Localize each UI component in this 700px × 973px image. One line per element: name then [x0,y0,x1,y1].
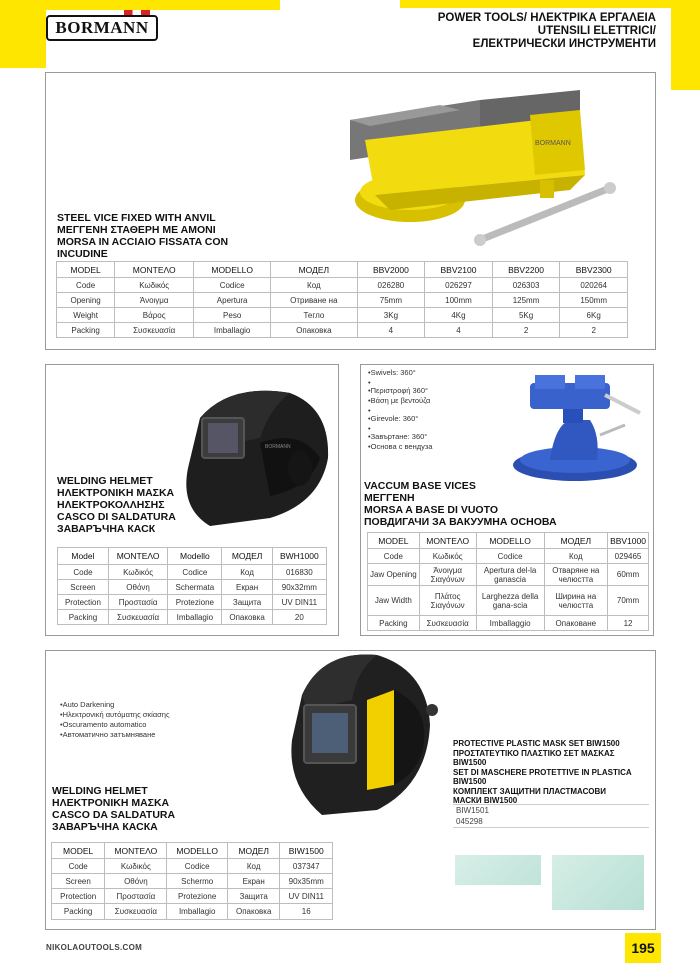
table-cell: Screen [58,580,109,595]
helmet-title-line: ЗАВАРЪЧНА КАСК [57,523,156,535]
table-cell: Apertura del-la ganascia [476,564,544,586]
table-row [58,580,327,595]
table-header-cell: BBV1000 [608,533,649,549]
helmet-title-line: CASCO DI SALDATURA [57,511,176,523]
brand-name: BORMANN [55,18,149,37]
table-header-cell: BBV2300 [560,262,628,278]
top-yellow-band [0,0,280,10]
table-cell: 100mm [425,293,493,308]
table-cell: Packing [52,904,105,920]
svg-text:BORMANN: BORMANN [265,444,291,450]
table-cell: Protection [58,595,109,610]
table-cell: Jaw Opening [368,564,420,586]
table-header-cell: ΜΟΝΤΕΛΟ [105,843,167,859]
table-cell: Schermata [168,580,222,595]
table-header-cell: BWH1000 [272,548,326,565]
steel-vice-title [57,212,228,260]
table-row [57,308,628,323]
table-cell: Άνοιγμα [115,293,194,308]
vacuum-vice-features [368,368,432,452]
table-cell: Opening [57,293,115,308]
table-cell: Codice [194,278,271,293]
table-cell: Код [222,565,272,580]
feature-item: • Swivels: 360° [368,368,432,378]
bormann-logo [46,15,158,41]
table-cell: Codice [168,565,222,580]
mask-title-line: КОМПЛЕКТ ЗАЩИТНИ ПЛАСТМАСОВИ [453,786,606,796]
table-header-cell: BBV2000 [357,262,425,278]
vacuum-title-line: VACCUM BASE VICES [364,480,476,492]
feature-item: • Ηλεκτρονική αυτόματης σκίασης [60,710,170,720]
mask-set-title [453,739,632,806]
table-cell: Weight [57,308,115,323]
table-cell: Packing [58,610,109,625]
table-cell: Код [544,549,607,564]
helmet2-features [60,700,170,740]
header-line-2: UTENSILI ELETTRICI/ [537,25,656,37]
feature-item: • Girevole: 360° [368,414,432,424]
table-cell: Code [52,859,105,874]
helmet2-title [52,785,175,833]
mask-title-line: SET DI MASCHERE PROTETTIVE IN PLASTICA [453,767,632,777]
auto-darkening-helmet-image [282,645,442,820]
mask-title-line: PROTECTIVE PLASTIC MASK SET BIW1500 [453,739,620,748]
table-header-cell: МОДЕЛ [271,262,358,278]
vacuum-title-line: ПОВДИГАЧИ ЗА ВАКУУМНА ОСНОВА [364,516,557,528]
table-cell: Imballagio [168,610,222,625]
mask-title-line: BIW1500 [453,777,487,786]
header-line-1: POWER TOOLS/ ΗΛΕΚΤΡΙΚΑ ΕΡΓΑΛΕΙΑ [437,12,656,24]
table-cell: 125mm [492,293,560,308]
top-left-yellow-bar [0,0,46,68]
website-footer: NIKOLAOUTOOLS.COM [46,943,143,952]
mask-title-line: МАСКИ BIW1500 [453,796,518,805]
top-right-yellow-band [400,0,700,8]
table-cell: Опаковка [222,610,272,625]
steel-vice-title-line: ΜΕΓΓΕΝΗ ΣΤΑΘΕΡΗ ΜΕ ΑΜΟΝΙ [57,224,216,236]
feature-item: • Oscuramento automatico [60,720,170,730]
table-header-cell: ΜΟΝΤΕΛΟ [115,262,194,278]
table-row [368,586,649,616]
vacuum-vice-spec-table [367,532,649,631]
feature-item: • Завъртане: 360° [368,432,432,442]
svg-text:BORMANN: BORMANN [535,140,571,147]
mask-model: BIW1501 [456,806,489,815]
feature-item: • Основа с вендуза [368,442,432,452]
table-row [57,293,628,308]
table-cell: Προστασία [105,889,167,904]
table-cell: Apertura [194,293,271,308]
feature-item: • Auto Darkening [60,700,170,710]
helmet2-title-line: ЗАВАРЪЧНА КАСКА [52,821,158,833]
table-cell: 12 [608,616,649,631]
mask-table-rule [453,804,649,805]
table-row [57,278,628,293]
table-header-cell: ΜΟΝΤΕΛΟ [108,548,167,565]
plastic-mask-image-1 [455,855,541,885]
table-header-cell: BBV2100 [425,262,493,278]
table-cell: Κωδικός [115,278,194,293]
table-cell: 90x35mm [280,874,333,889]
steel-vice-title-line: STEEL VICE FIXED WITH ANVIL [57,212,216,224]
table-cell: Опаковка [227,904,280,920]
table-cell: 150mm [560,293,628,308]
table-cell: 026303 [492,278,560,293]
table-cell: Συσκευασία [419,616,476,631]
vacuum-title-line: MORSA A BASE DI VUOTO [364,504,498,516]
table-cell: 4 [357,323,425,338]
helmet2-title-line: ΗΛΕΚΤΡΟΝΙΚΗ ΜΑΣΚΑ [52,797,170,809]
table-cell: Екран [222,580,272,595]
helmet-title-line: WELDING HELMET [57,475,153,487]
table-row [368,564,649,586]
table-row [52,859,333,874]
table-cell: Protezione [168,595,222,610]
table-cell: 026297 [425,278,493,293]
mask-title-line: ΠΡΟΣΤΑΤΕΥΤΙΚΟ ΠΛΑΣΤΙΚΟ ΣΕΤ ΜΑΣΚΑΣ [453,748,615,758]
feature-item: • Βάση με βεντούζα [368,396,432,406]
helmet-title-line: ΗΛΕΚΤΡΟΚΟΛΛΗΣΗΣ [57,499,165,511]
page-header [438,12,656,51]
table-cell: Jaw Width [368,586,420,616]
table-cell: 70mm [608,586,649,616]
steel-vice-title-line: MORSA IN ACCIAIO FISSATA CON [57,236,229,248]
table-cell: Отваряне на челюстта [544,564,607,586]
feature-item: • Автоматично затъмняване [60,730,170,740]
table-row [368,549,649,564]
vacuum-vice-image [505,365,645,485]
table-header-cell: BBV2200 [492,262,560,278]
table-cell: 90x32mm [272,580,326,595]
table-row [52,874,333,889]
helmet2-title-line: WELDING HELMET [52,785,148,797]
table-cell: Code [368,549,420,564]
welding-helmet-title [57,475,176,535]
table-cell: Screen [52,874,105,889]
right-yellow-bar [671,0,700,90]
table-cell: Екран [227,874,280,889]
table-header-cell: ΜΟΝΤΕΛΟ [419,533,476,549]
table-cell: Защита [222,595,272,610]
table-cell: Άνοιγμα Σιαγόνων [419,564,476,586]
table-cell: 2 [492,323,560,338]
table-cell: Schermo [167,874,228,889]
table-header-cell: МОДЕЛ [227,843,280,859]
table-header-cell: Model [58,548,109,565]
table-cell: 037347 [280,859,333,874]
table-cell: Packing [368,616,420,631]
table-cell: Protezione [167,889,228,904]
table-row [58,610,327,625]
table-cell: Защита [227,889,280,904]
plastic-mask-image-2 [552,855,644,910]
table-cell: Code [58,565,109,580]
table-cell: Отриване на [271,293,358,308]
steel-vice-spec-table [56,261,628,338]
mask-code: 045298 [456,817,483,826]
table-cell: 20 [272,610,326,625]
table-cell: 029465 [608,549,649,564]
table-cell: 020264 [560,278,628,293]
steel-vice-image [330,80,620,260]
table-cell: Codice [476,549,544,564]
table-cell: Imballagio [167,904,228,920]
table-cell: Προστασία [108,595,167,610]
table-header-cell: MODELLO [476,533,544,549]
header-line-3: ЕЛЕКТРИЧЕСКИ ИНСТРУМЕНТИ [472,38,656,50]
table-cell: Код [271,278,358,293]
table-cell: Larghezza della gana-scia [476,586,544,616]
welding-helmet-image [170,378,335,528]
table-cell: Опаковка [271,323,358,338]
table-cell: Συσκευασία [108,610,167,625]
vacuum-vice-title [364,480,557,528]
page-number: 195 [625,933,661,963]
table-cell: 4 [425,323,493,338]
table-cell: 5Kg [492,308,560,323]
vacuum-title-line: ΜΕΓΓΕΝΗ [364,492,415,504]
steel-vice-title-line: INCUDINE [57,248,108,260]
table-row [58,565,327,580]
table-cell: Συσκευασία [115,323,194,338]
table-cell: 026280 [357,278,425,293]
table-cell: Κωδικός [108,565,167,580]
table-cell: Code [57,278,115,293]
table-cell: 60mm [608,564,649,586]
table-header-cell: MODEL [368,533,420,549]
table-cell: 4Kg [425,308,493,323]
table-cell: UV DIN11 [280,889,333,904]
feature-item: • Περιστροφή 360° [368,386,432,396]
table-cell: Код [227,859,280,874]
table-header-cell: BIW1500 [280,843,333,859]
table-cell: Protection [52,889,105,904]
table-row [52,889,333,904]
table-cell: Πλάτος Σιαγόνων [419,586,476,616]
table-cell: Тегло [271,308,358,323]
table-header-cell: MODEL [57,262,115,278]
table-row [368,616,649,631]
table-cell: Κωδικός [419,549,476,564]
mask-title-line: BIW1500 [453,758,487,767]
table-cell: 3Kg [357,308,425,323]
table-cell: Οθόνη [105,874,167,889]
table-header-cell: MODELLO [194,262,271,278]
table-cell: 016830 [272,565,326,580]
table-header-cell: MODEL [52,843,105,859]
table-cell: Codice [167,859,228,874]
table-cell: Ширина на челюстта [544,586,607,616]
table-cell: Packing [57,323,115,338]
table-row [57,323,628,338]
table-cell: 16 [280,904,333,920]
table-cell: Κωδικός [105,859,167,874]
table-cell: Опаковане [544,616,607,631]
table-row [58,595,327,610]
welding-helmet-spec-table [57,547,327,625]
table-header-cell: MODELLO [167,843,228,859]
table-header-cell: МОДЕЛ [222,548,272,565]
table-cell: 6Kg [560,308,628,323]
table-cell: Οθόνη [108,580,167,595]
table-cell: Συσκευασία [105,904,167,920]
table-cell: UV DIN11 [272,595,326,610]
table-cell: 75mm [357,293,425,308]
table-cell: Βάρος [115,308,194,323]
helmet-title-line: ΗΛΕΚΤΡΟΝΙΚΗ ΜΑΣΚΑ [57,487,175,499]
table-header-cell: Modello [168,548,222,565]
helmet2-spec-table [51,842,333,920]
table-cell: Imballaggio [476,616,544,631]
table-row [52,904,333,920]
table-header-cell: МОДЕЛ [544,533,607,549]
helmet2-title-line: CASCO DA SALDATURA [52,809,176,821]
logo-flag-icon [124,10,150,15]
table-cell: Peso [194,308,271,323]
table-cell: Imballagio [194,323,271,338]
table-cell: 2 [560,323,628,338]
mask-table-rule [453,827,649,828]
